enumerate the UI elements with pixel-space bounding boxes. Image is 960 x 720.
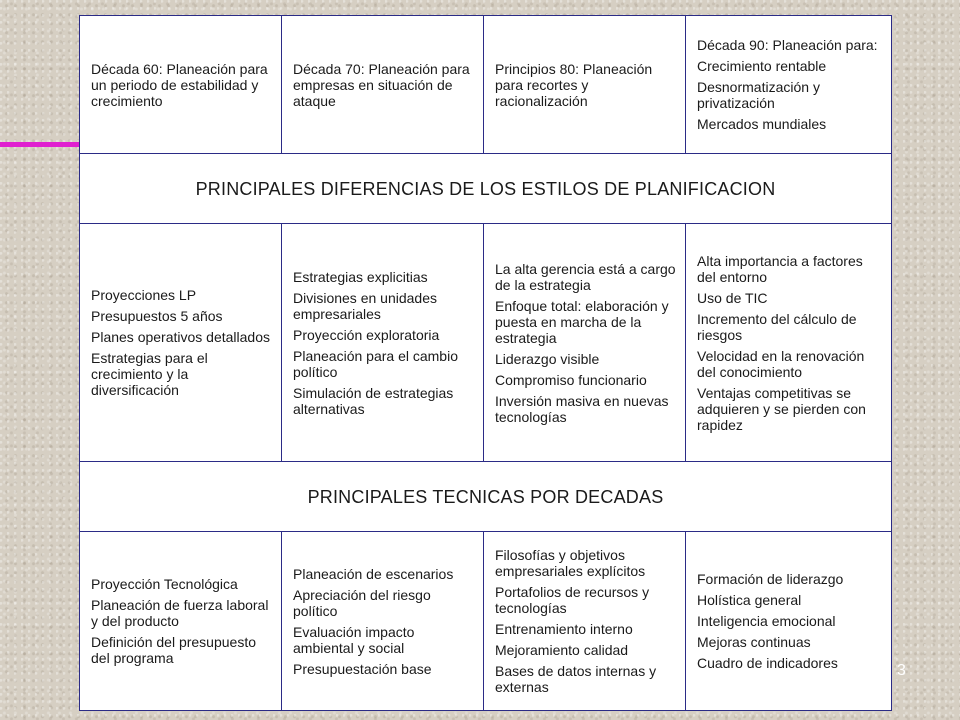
decade-line: Principios 80: Planeación para recortes y racionalización <box>495 60 653 109</box>
list-item: Incremento del cálculo de riesgos <box>697 310 857 343</box>
list-item: Inteligencia emocional <box>697 613 836 629</box>
techniques-heading: PRINCIPALES TECNICAS POR DECADAS <box>80 462 892 532</box>
techniques-cell-70 <box>282 532 484 711</box>
list-item: Bases de datos internas y externas <box>495 663 657 695</box>
techniques-cell-90 <box>686 532 892 711</box>
list-item: Mejoramiento calidad <box>495 642 629 658</box>
decade-line: Década 90: Planeación para: <box>697 37 878 53</box>
differences-heading: PRINCIPALES DIFERENCIAS DE LOS ESTILOS DE PLANIFICACION <box>80 154 892 224</box>
decades-row <box>80 16 892 154</box>
differences-cell-70 <box>282 224 484 462</box>
list-item: Enfoque total: elaboración y puesta en marcha de la estrategia <box>495 297 669 346</box>
list-item: Velocidad en la renovación del conocimiento <box>697 347 865 380</box>
decade-60-cell <box>80 16 282 154</box>
list-item: Estrategias para el crecimiento y la diversificación <box>91 350 208 398</box>
differences-heading-row <box>80 154 892 224</box>
differences-row <box>80 224 892 462</box>
list-item: Proyecciones LP <box>91 287 197 303</box>
decade-80-cell <box>484 16 686 154</box>
techniques-cell-60 <box>80 532 282 711</box>
list-item: Definición del presupuesto del programa <box>91 634 256 666</box>
decade-line: Década 70: Planeación para empresas en situación de ataque <box>293 60 470 109</box>
list-item: Presupuestación base <box>293 660 432 677</box>
list-item: Compromiso funcionario <box>495 371 647 388</box>
list-item: Evaluación impacto ambiental y social <box>293 623 415 656</box>
list-item: Estrategias explicitias <box>293 268 428 285</box>
list-item: Planes operativos detallados <box>91 329 271 345</box>
decade-line: Crecimiento rentable <box>697 58 827 74</box>
list-item: Proyección exploratoria <box>293 326 440 343</box>
list-item: Presupuestos 5 años <box>91 308 223 324</box>
techniques-cell-80 <box>484 532 686 711</box>
decade-70-cell <box>282 16 484 154</box>
list-item: Liderazgo visible <box>495 350 600 367</box>
list-item: Planeación de fuerza laboral y del producto <box>91 597 269 629</box>
decade-line: Mercados mundiales <box>697 116 827 132</box>
list-item: Ventajas competitivas se adquieren y se pierden con rapidez <box>697 384 866 433</box>
list-item: Filosofías y objetivos empresariales explícitos <box>495 547 646 579</box>
list-item: La alta gerencia está a cargo de la estrategia <box>495 260 676 293</box>
list-item: Planeación para el cambio político <box>293 347 458 380</box>
decade-90-cell <box>686 16 892 154</box>
list-item: Mejoras continuas <box>697 634 811 650</box>
techniques-row <box>80 532 892 711</box>
list-item: Entrenamiento interno <box>495 621 633 637</box>
list-item: Portafolios de recursos y tecnologías <box>495 584 650 616</box>
list-item: Uso de TIC <box>697 289 768 306</box>
decade-line: Desnormatización y privatización <box>697 79 820 111</box>
list-item: Formación de liderazgo <box>697 571 844 587</box>
list-item: Apreciación del riesgo político <box>293 586 431 619</box>
list-item: Planeación de escenarios <box>293 565 454 582</box>
decade-line: Década 60: Planeación para un periodo de estabilidad y crecimiento <box>91 60 268 109</box>
list-item: Holística general <box>697 592 802 608</box>
slide-number: 3 <box>897 662 906 679</box>
list-item: Proyección Tecnológica <box>91 576 238 592</box>
list-item: Cuadro de indicadores <box>697 655 838 671</box>
differences-cell-90 <box>686 224 892 462</box>
differences-cell-60 <box>80 224 282 462</box>
list-item: Inversión masiva en nuevas tecnologías <box>495 392 669 425</box>
list-item: Alta importancia a factores del entorno <box>697 252 863 285</box>
list-item: Simulación de estrategias alternativas <box>293 384 454 417</box>
list-item: Divisiones en unidades empresariales <box>293 289 437 322</box>
accent-bar <box>0 142 79 147</box>
planning-styles-table <box>79 15 892 711</box>
techniques-heading-row <box>80 462 892 532</box>
differences-cell-80 <box>484 224 686 462</box>
